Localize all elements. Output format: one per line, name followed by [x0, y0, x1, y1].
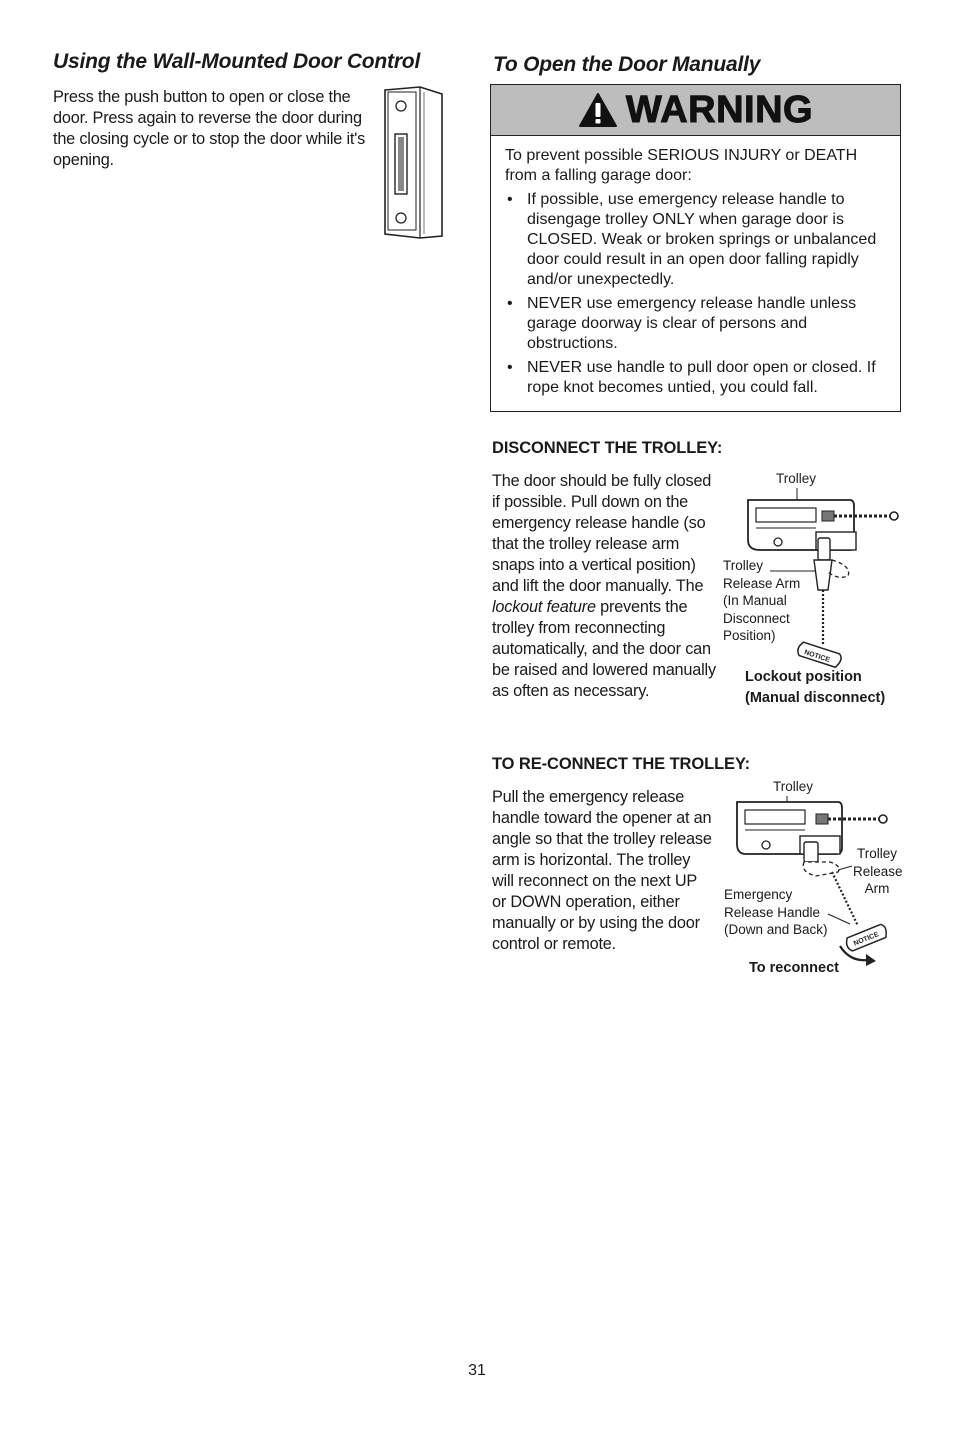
- trolley-label: Trolley: [776, 471, 817, 486]
- warning-bullet-2: • NEVER use emergency release handle unless garage doorway is clear of persons and obstructions.: [507, 295, 857, 352]
- reconnect-heading: TO RE-CONNECT THE TROLLEY:: [492, 755, 751, 773]
- disconnect-tag-text: NOTICE: [803, 649, 831, 664]
- warning-triangle-icon: [578, 92, 618, 128]
- warning-bullet-3: • NEVER use handle to pull door open or closed. If rope knot becomes untied, you could fall.: [507, 359, 876, 396]
- disconnect-heading: DISCONNECT THE TROLLEY:: [492, 439, 723, 457]
- warning-list: [505, 190, 886, 398]
- warning-bullet-1: • If possible, use emergency release handle to disengage trolley ONLY when garage door is CLOSED. Weak or broken springs or unbalanced door could result in an open door falling rapidly and/or unexpectedly.: [507, 191, 877, 288]
- disconnect-caption: Lockout position (Manual disconnect): [745, 669, 886, 706]
- release-arm-label: Trolley Release Arm (In Manual Disconnect Position): [723, 558, 801, 643]
- right-section-title: To Open the Door Manually: [493, 53, 761, 76]
- warning-box: [490, 84, 901, 412]
- page-number: 31: [468, 1362, 486, 1379]
- reconnect-release-arm-label: Trolley Release Arm: [853, 846, 903, 896]
- disconnect-text-a: The door should be fully closed if possible. Pull down on the emergency release handle (so that the trolley release arm snaps into a vertical position) and lift the door manually. The: [492, 472, 712, 595]
- wall-control-instructions: Press the push button to open or close the door. Press again to reverse the door during the closing cycle or to stop the door while it's opening.: [53, 88, 366, 169]
- left-section-title: Using the Wall-Mounted Door Control: [53, 50, 421, 73]
- disconnect-body: [492, 471, 717, 702]
- warning-header: [491, 85, 900, 136]
- reconnect-body: [492, 787, 714, 955]
- warning-content: [491, 136, 900, 398]
- warning-intro: To prevent possible SERIOUS INJURY or DEATH from a falling garage door:: [505, 147, 858, 184]
- warning-label: WARNING: [625, 88, 814, 131]
- disconnect-text-b: prevents the trolley from reconnecting automatically, and the door can be raised and lowered manually as often as necessary.: [492, 598, 716, 700]
- left-section-body: [53, 87, 368, 171]
- wall-door-control-illustration: [380, 84, 446, 240]
- lockout-feature-term: lockout feature: [492, 598, 596, 616]
- emergency-handle-label: Emergency Release Handle (Down and Back): [724, 887, 828, 937]
- reconnect-trolley-label: Trolley: [773, 779, 814, 794]
- reconnect-tag-text: NOTICE: [852, 931, 880, 948]
- reconnect-instructions: Pull the emergency release handle toward the opener at an angle so that the trolley release arm is horizontal. The trolley will reconnect on the next UP or DOWN operation, either manually or by using the door control or remote.: [492, 788, 712, 953]
- reconnect-caption: To reconnect: [749, 960, 839, 976]
